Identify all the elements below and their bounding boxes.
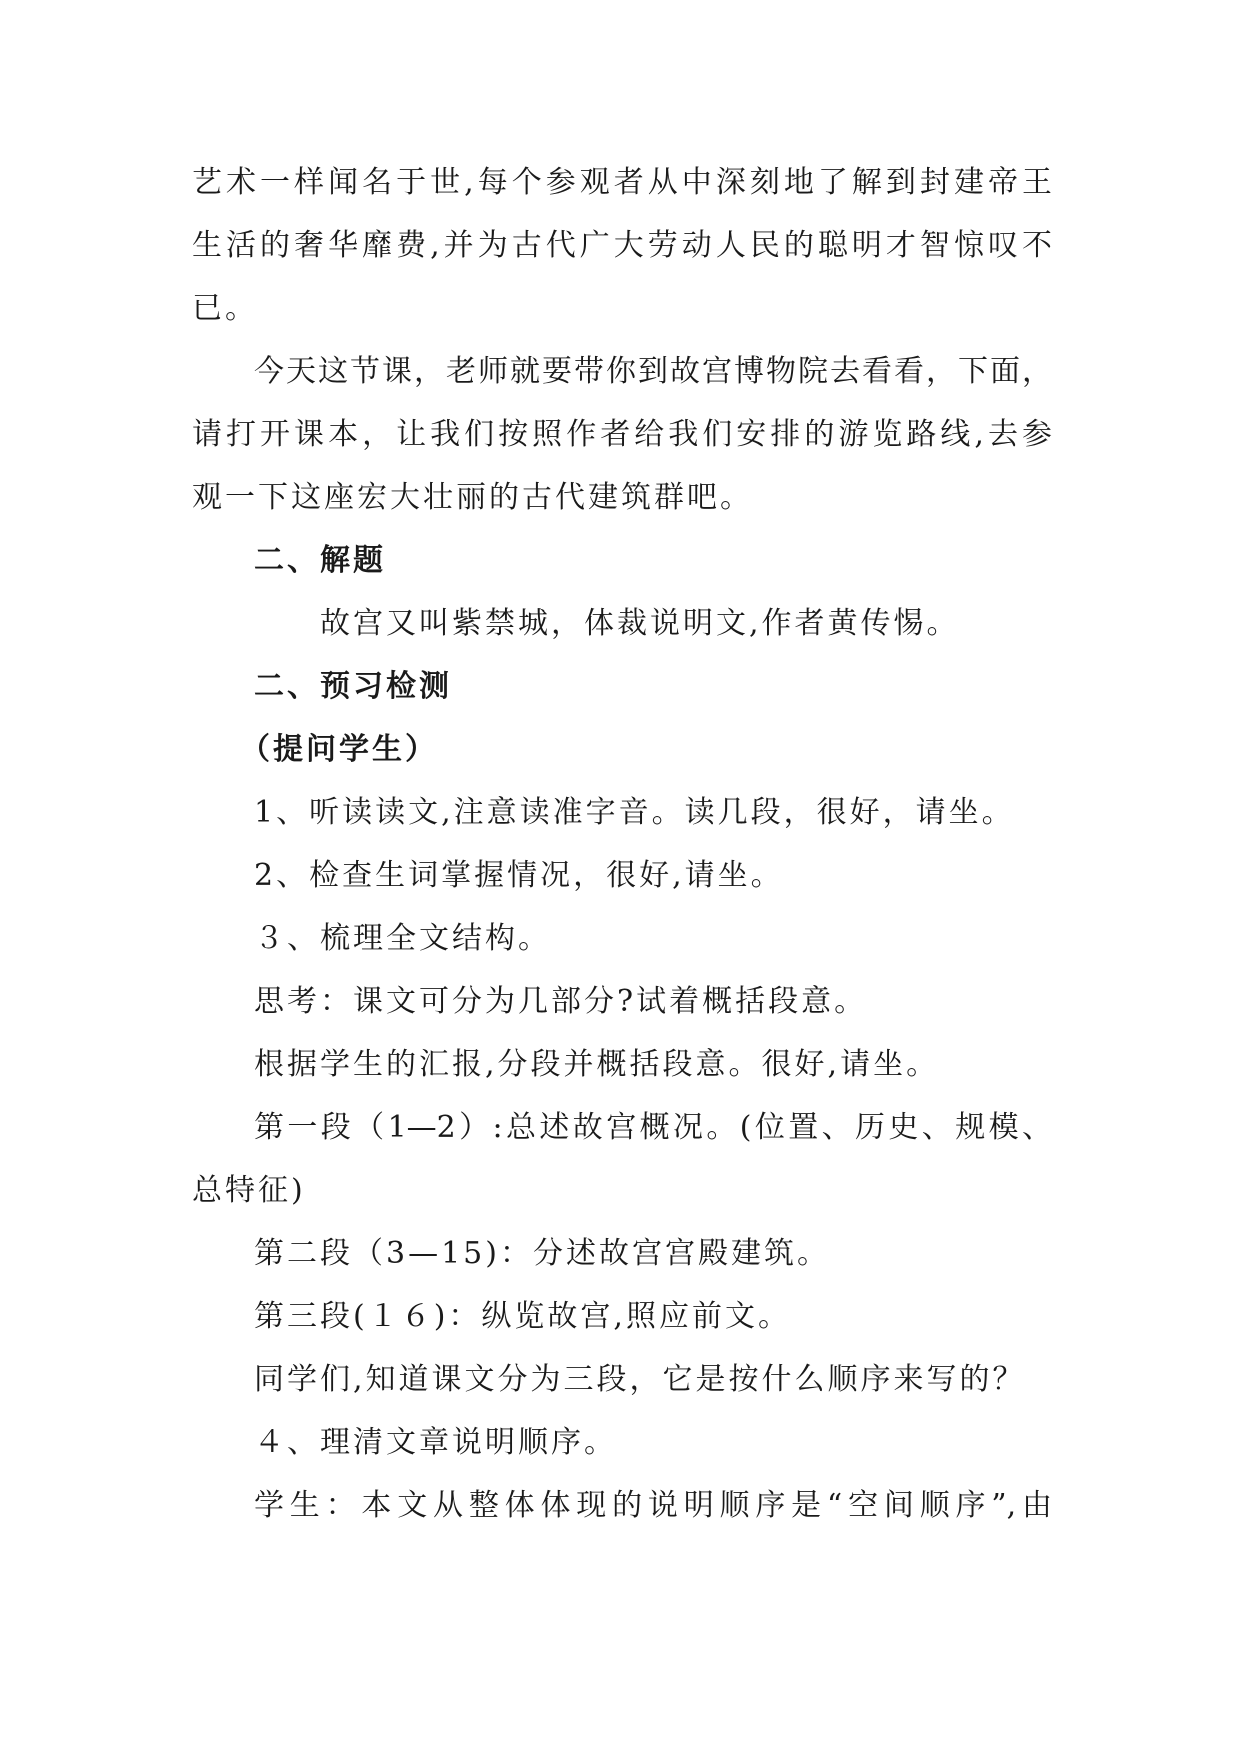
text-line: 生活的奢华靡费,并为古代广大劳动人民的聪明才智惊叹不 <box>192 228 1052 263</box>
list-item: ３、梳理全文结构。 <box>254 921 551 956</box>
list-item: 1、听读读文,注意读准字音。读几段，很好，请坐。 <box>254 795 1015 830</box>
section-heading-jieti: 二、解题 <box>254 543 386 578</box>
text-line: 已。 <box>192 291 258 326</box>
text-line: 思考：课文可分为几部分?试着概括段意。 <box>254 984 868 1019</box>
text-line: 根据学生的汇报,分段并概括段意。很好,请坐。 <box>254 1047 940 1082</box>
text-line: 学生：本文从整体体现的说明顺序是“空间顺序”,由 <box>254 1488 1052 1523</box>
text-line: 第三段(１６)：纵览故宫,照应前文。 <box>254 1299 791 1334</box>
list-item: 2、检查生词掌握情况，很好,请坐。 <box>254 858 784 893</box>
text-line: 艺术一样闻名于世,每个参观者从中深刻地了解到封建帝王 <box>192 165 1052 200</box>
text-line: 请打开课本，让我们按照作者给我们安排的游览路线,去参 <box>192 417 1052 452</box>
text-line: 今天这节课，老师就要带你到故宫博物院去看看，下面， <box>254 354 1052 389</box>
list-item: ４、理清文章说明顺序。 <box>254 1425 617 1460</box>
text-line: 观一下这座宏大壮丽的古代建筑群吧。 <box>192 480 753 515</box>
text-line: 总特征) <box>192 1173 306 1208</box>
section-heading-yuxi: 二、预习检测 <box>254 669 452 704</box>
text-line: 第二段（3—15)：分述故宫宫殿建筑。 <box>254 1236 830 1271</box>
text-line: 第一段（1—2）:总述故宫概况。(位置、历史、规模、 <box>254 1110 1052 1145</box>
text-line: 同学们,知道课文分为三段，它是按什么顺序来写的？ <box>254 1362 1026 1397</box>
text-line: 故宫又叫紫禁城，体裁说明文,作者黄传惕。 <box>320 606 960 641</box>
sub-heading-tiwen: （提问学生） <box>240 732 438 767</box>
